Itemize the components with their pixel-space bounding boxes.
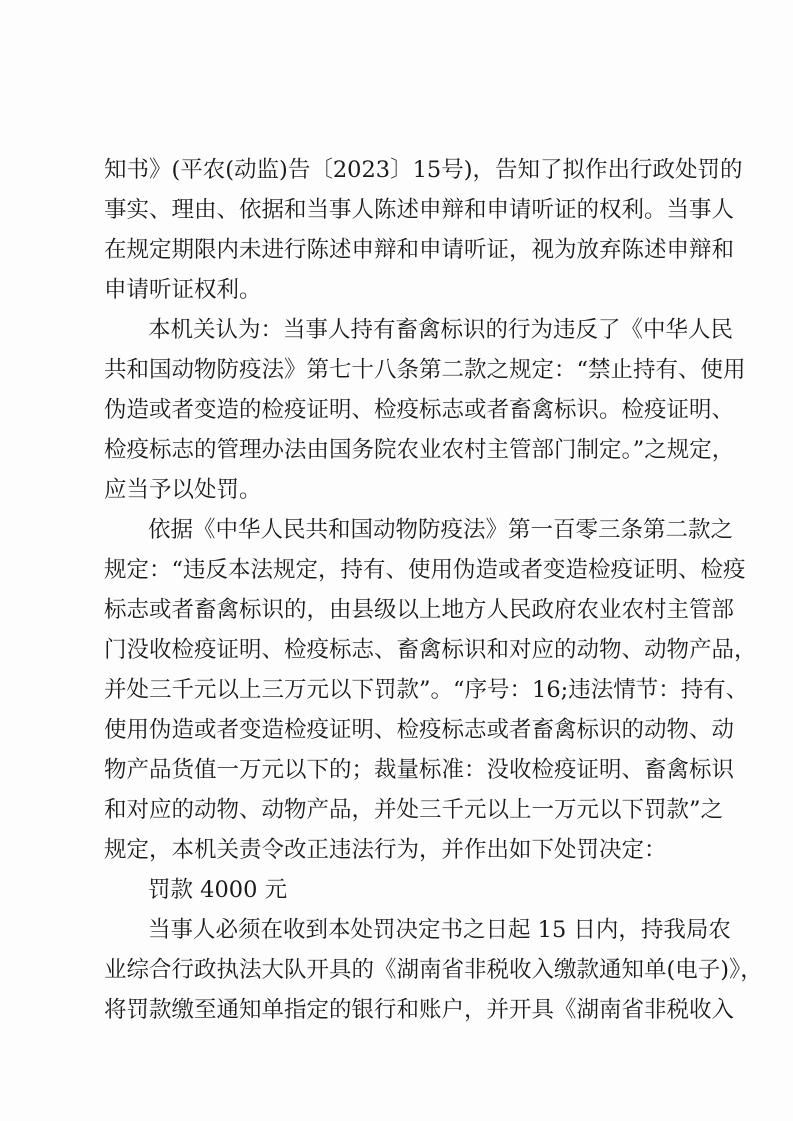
text-line: 伪造或者变造的检疫证明、检疫标志或者畜禽标识。检疫证明、	[104, 397, 735, 423]
text-line: 业综合行政执法大队开具的《湖南省非税收入缴款通知单(电子)》，	[104, 957, 763, 983]
paragraph-start-line: 依据《中华人民共和国动物防疫法》第一百零三条第二款之	[148, 517, 734, 543]
text-line: 门没收检疫证明、检疫标志、畜禽标识和对应的动物、动物产品，	[104, 637, 757, 663]
text-line: 应当予以处罚。	[104, 477, 262, 503]
penalty-amount-line: 罚款 4000 元	[148, 877, 288, 903]
text-line: 并处三千元以上三万元以下罚款”。“序号：16;违法情节：持有、	[104, 677, 749, 703]
text-line: 将罚款缴至通知单指定的银行和账户，并开具《湖南省非税收入	[104, 997, 735, 1023]
text-line: 规定，本机关责令改正违法行为，并作出如下处罚决定：	[104, 837, 667, 863]
text-line: 在规定期限内未进行陈述申辩和申请听证，视为放弃陈述申辩和	[104, 237, 735, 263]
paragraph-start-line: 本机关认为：当事人持有畜禽标识的行为违反了《中华人民	[148, 317, 734, 343]
text-line: 物产品货值一万元以下的；裁量标准：没收检疫证明、畜禽标识	[104, 757, 735, 783]
text-line: 检疫标志的管理办法由国务院农业农村主管部门制定。”之规定，	[104, 437, 735, 463]
text-line: 使用伪造或者变造检疫证明、检疫标志或者畜禽标识的动物、动	[104, 717, 735, 743]
text-line: 标志或者畜禽标识的，由县级以上地方人民政府农业农村主管部	[104, 597, 735, 623]
paragraph-start-line: 当事人必须在收到本处罚决定书之日起 15 日内，持我局农	[148, 917, 731, 943]
text-line: 事实、理由、依据和当事人陈述申辩和申请听证的权利。当事人	[104, 197, 735, 223]
text-line: 共和国动物防疫法》第七十八条第二款之规定：“禁止持有、使用	[104, 357, 746, 383]
text-line: 规定：“违反本法规定，持有、使用伪造或者变造检疫证明、检疫	[104, 557, 746, 583]
text-line: 知书》(平农(动监)告〔2023〕15号)，告知了拟作出行政处罚的	[104, 157, 743, 183]
text-line: 和对应的动物、动物产品，并处三千元以上一万元以下罚款”之	[104, 797, 724, 823]
text-line: 申请听证权利。	[104, 277, 262, 303]
